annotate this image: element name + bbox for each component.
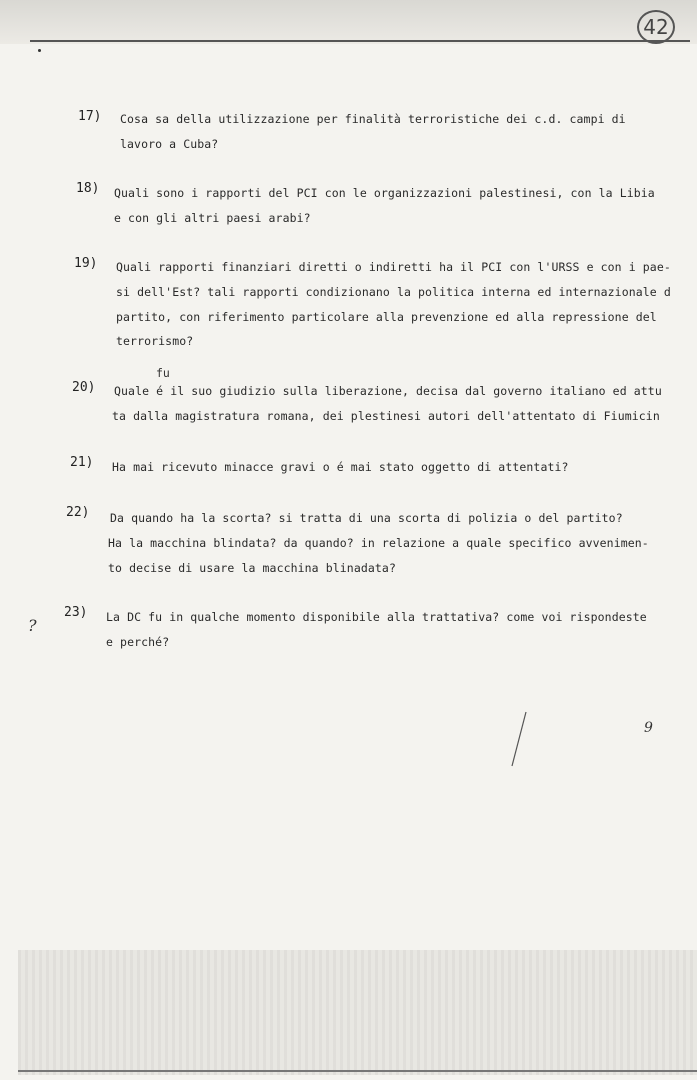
question-23-number: 23) — [64, 605, 88, 620]
question-18-line-1: Quali sono i rapporti del PCI con le organizzazioni palestinesi, con la Libia — [114, 186, 655, 200]
question-22-line-2: Ha la macchina blindata? da quando? in relazione a quale specifico avvenimen- — [108, 536, 649, 550]
margin-question-mark: ? — [28, 616, 37, 635]
question-22-line-3: to decise di usare la macchina blinadata? — [108, 561, 396, 575]
question-19-number: 19) — [74, 256, 98, 271]
margin-dot — [38, 49, 41, 52]
question-19-line-3: partito, con riferimento particolare alla prevenzione ed alla repressione del — [116, 310, 657, 324]
top-rule — [30, 40, 690, 42]
question-22-line-1: Da quando ha la scorta? si tratta di una scorta di polizia o del partito? — [110, 511, 623, 525]
question-17-line-2: lavoro a Cuba? — [120, 137, 219, 151]
question-20-line-1: Quale é il suo giudizio sulla liberazione, decisa dal governo italiano ed attu — [114, 384, 662, 398]
question-22-number: 22) — [66, 505, 90, 520]
question-19-line-4: terrorismo? — [116, 334, 194, 348]
question-17-number: 17) — [78, 109, 102, 124]
question-21-line-1: Ha mai ricevuto minacce gravi o é mai stato oggetto di attentati? — [112, 460, 569, 474]
question-23-line-2: e perché? — [106, 635, 170, 649]
scan-bottom-strip — [18, 950, 697, 1075]
question-20-correction: fu — [156, 366, 170, 380]
question-20-number: 20) — [72, 380, 96, 395]
question-18-number: 18) — [76, 181, 100, 196]
question-18-line-2: e con gli altri paesi arabi? — [114, 211, 311, 225]
question-17-line-1: Cosa sa della utilizzazione per finalità terroristiche dei c.d. campi di — [120, 112, 626, 126]
margin-handwritten-mark: 9 — [644, 720, 653, 736]
pen-stroke — [506, 710, 530, 770]
page-number: 42 — [637, 10, 675, 44]
scan-top-strip — [0, 0, 697, 44]
question-20-line-2: ta dalla magistratura romana, dei plestinesi autori dell'attentato di Fiumicin — [112, 409, 660, 423]
question-23-line-1: La DC fu in qualche momento disponibile alla trattativa? come voi rispondeste — [106, 610, 647, 624]
question-19-line-1: Quali rapporti finanziari diretti o indiretti ha il PCI con l'URSS e con i pae- — [116, 260, 671, 274]
question-21-number: 21) — [70, 455, 94, 470]
bottom-rule — [18, 1070, 697, 1072]
question-19-line-2: si dell'Est? tali rapporti condizionano la politica interna ed internazionale d — [116, 285, 671, 299]
